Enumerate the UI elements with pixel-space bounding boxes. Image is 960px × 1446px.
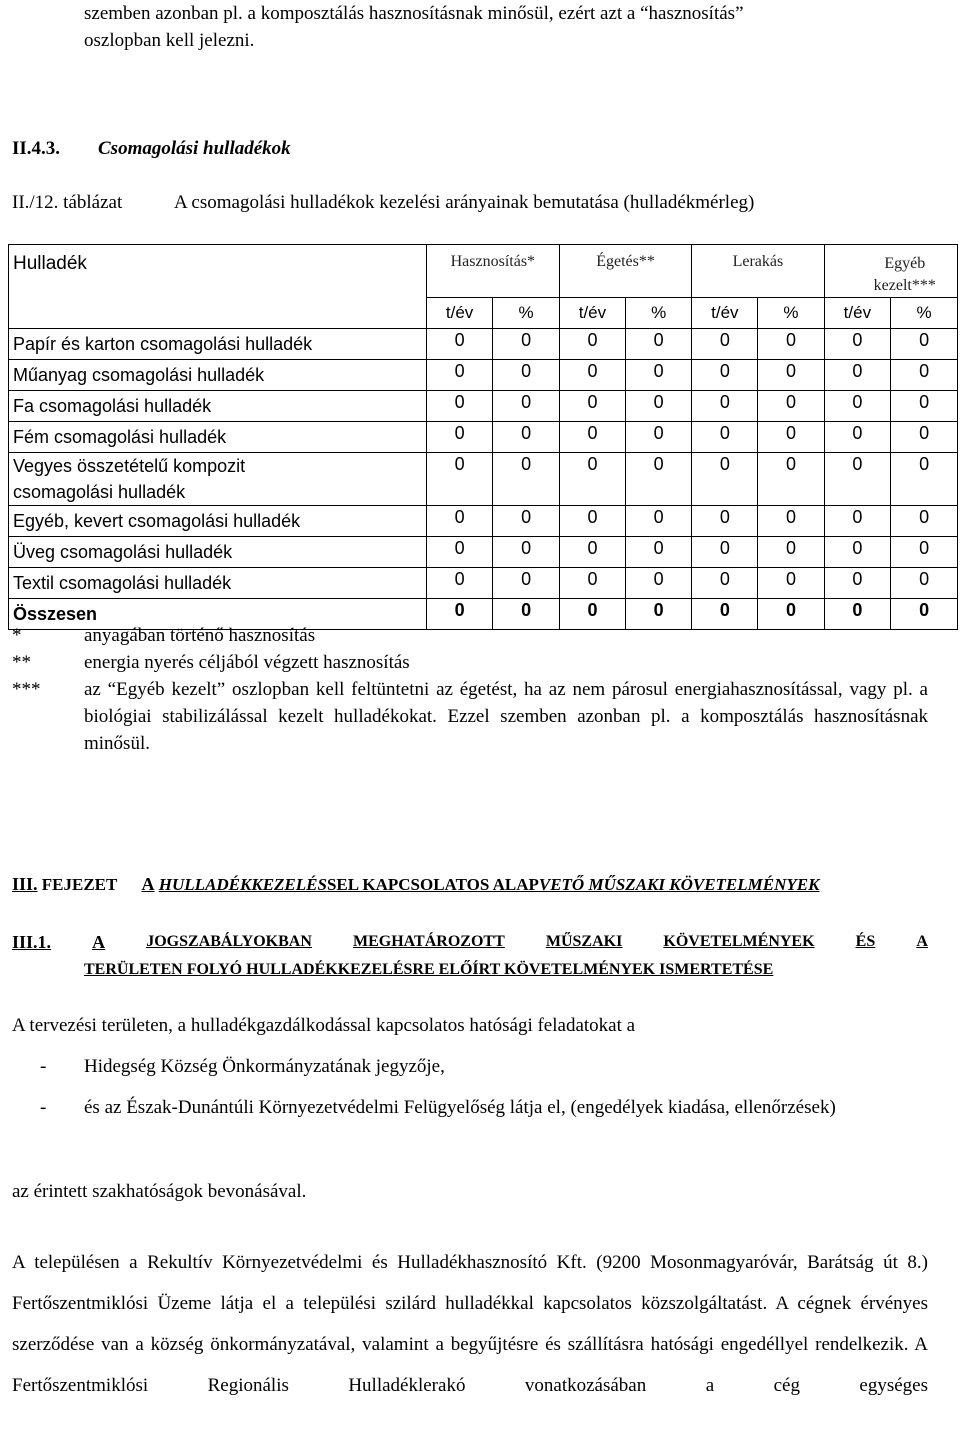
- list-item-text: és az Észak-Dunántúli Környezetvédelmi Felügyelőség látja el, (engedélyek kiadása, ellenőrzések): [84, 1097, 836, 1118]
- chapter-heading: [12, 874, 819, 895]
- intro-line-2: oszlopban kell jelezni.: [84, 30, 255, 51]
- cell-value: 0: [891, 329, 958, 360]
- subsection-word: JOGSZABÁLYOKBAN: [146, 933, 312, 950]
- total-value: 0: [559, 599, 625, 630]
- total-value: 0: [824, 599, 891, 630]
- row-label: Fa csomagolási hulladék: [9, 391, 427, 422]
- unit-cell: t/év: [559, 298, 625, 329]
- cell-value: 0: [758, 360, 824, 391]
- cell-value: 0: [493, 568, 559, 599]
- cell-value: 0: [758, 568, 824, 599]
- cell-value: 0: [824, 537, 891, 568]
- body-paragraph-2: az érintett szakhatóságok bevonásával.: [12, 1181, 307, 1202]
- cell-value: 0: [559, 506, 625, 537]
- table-row: [9, 391, 958, 422]
- subsection-word: A: [92, 932, 106, 952]
- chapter-number: III.: [12, 874, 38, 894]
- cell-value: 0: [493, 506, 559, 537]
- cell-value: 0: [824, 422, 891, 453]
- subsection-word: KÖVETELMÉNYEK: [663, 933, 815, 950]
- footnote-mark: ***: [12, 679, 41, 700]
- table-row: [9, 568, 958, 599]
- subsection-word: A: [916, 933, 928, 950]
- cell-value: 0: [626, 360, 692, 391]
- cell-value: 0: [824, 391, 891, 422]
- cell-value: 0: [559, 391, 625, 422]
- cell-value: 0: [758, 329, 824, 360]
- table-row: [9, 422, 958, 453]
- cell-value: 0: [692, 329, 758, 360]
- row-label: Műanyag csomagolási hulladék: [9, 360, 427, 391]
- cell-value: 0: [824, 453, 891, 506]
- cell-value: 0: [824, 329, 891, 360]
- subsection-number: III.1.: [12, 932, 52, 952]
- cell-value: 0: [426, 568, 493, 599]
- section-title: Csomagolási hulladékok: [98, 138, 291, 159]
- unit-cell: %: [891, 298, 958, 329]
- footnote: [12, 622, 928, 649]
- cell-value: 0: [891, 391, 958, 422]
- table-row: [9, 506, 958, 537]
- row-label: Egyéb, kevert csomagolási hulladék: [9, 506, 427, 537]
- subsection-word: MŰSZAKI: [545, 933, 623, 950]
- body-paragraph-1: A tervezési területen, a hulladékgazdálkodással kapcsolatos hatósági feladatokat a: [12, 1015, 636, 1036]
- cell-value: 0: [559, 568, 625, 599]
- cell-value: 0: [559, 537, 625, 568]
- table-row: [9, 360, 958, 391]
- table-header-row: [9, 245, 958, 298]
- chapter-label: FEJEZET: [41, 875, 118, 894]
- cell-value: 0: [426, 506, 493, 537]
- cell-value: 0: [758, 391, 824, 422]
- cell-value: 0: [758, 422, 824, 453]
- chapter-title-d: VETŐ MŰSZAKI KÖVETELMÉNYEK: [538, 875, 820, 894]
- cell-value: 0: [891, 422, 958, 453]
- intro-line-1: szemben azonban pl. a komposztálás hasznosításnak minősül, ezért azt a “hasznosítás”: [84, 3, 744, 24]
- cell-value: 0: [891, 453, 958, 506]
- subsection-word: ÉS: [855, 933, 876, 950]
- header-incineration: Égetés**: [559, 245, 691, 298]
- footnote-text: anyagában történő hasznosítás: [84, 625, 316, 646]
- table-footnotes: [12, 622, 928, 757]
- cell-value: 0: [626, 391, 692, 422]
- unit-cell: t/év: [824, 298, 891, 329]
- unit-cell: %: [626, 298, 692, 329]
- cell-value: 0: [692, 391, 758, 422]
- unit-cell: t/év: [692, 298, 758, 329]
- row-label: Üveg csomagolási hulladék: [9, 537, 427, 568]
- total-value: 0: [626, 599, 692, 630]
- chapter-title-b: HULLADÉKKEZELÉS: [158, 875, 327, 894]
- cell-value: 0: [493, 391, 559, 422]
- list-dash: -: [40, 1056, 47, 1077]
- cell-value: 0: [891, 360, 958, 391]
- subsection-heading-line-1: [12, 928, 928, 956]
- unit-cell: t/év: [426, 298, 493, 329]
- footnote-text: energia nyerés céljából végzett hasznosítás: [84, 652, 410, 673]
- cell-value: 0: [824, 568, 891, 599]
- intro-text: [84, 0, 744, 54]
- subsection-word: MEGHATÁROZOTT: [353, 933, 505, 950]
- row-label: Papír és karton csomagolási hulladék: [9, 329, 427, 360]
- subsection-heading: [12, 928, 928, 984]
- cell-value: 0: [426, 422, 493, 453]
- header-recovery: Hasznosítás*: [426, 245, 559, 298]
- unit-cell: %: [758, 298, 824, 329]
- table-row: [9, 453, 958, 506]
- total-label: Összesen: [9, 599, 427, 630]
- cell-value: 0: [626, 568, 692, 599]
- cell-value: 0: [493, 453, 559, 506]
- row-label: Fém csomagolási hulladék: [9, 422, 427, 453]
- cell-value: 0: [692, 506, 758, 537]
- waste-balance-table: [8, 244, 958, 630]
- cell-value: 0: [824, 506, 891, 537]
- footnote-mark: **: [12, 652, 31, 673]
- body-paragraph-3: A településen a Rekultív Környezetvédelmi és Hulladékhasznosító Kft. (9200 Mosonmagyaróvár, Barátság út 8.) Fertőszentmiklósi Üzeme látja el a települési szilárd hulladékkal kapcsolatos közszolgáltatást. A cégnek érvényes szerződése van a község önkormányzatával, valamint a begyűjtésre és szállításra hatósági engedéllyel rendelkezik. A Fertőszentmiklósi Regionális Hulladéklerakó vonatkozásában a cég egységes: [12, 1252, 928, 1396]
- cell-value: 0: [426, 360, 493, 391]
- total-value: 0: [758, 599, 824, 630]
- cell-value: 0: [626, 506, 692, 537]
- cell-value: 0: [824, 360, 891, 391]
- section-heading: [12, 138, 291, 160]
- authority-list: [12, 1046, 928, 1128]
- cell-value: 0: [891, 537, 958, 568]
- table-row: [9, 537, 958, 568]
- cell-value: 0: [626, 329, 692, 360]
- cell-value: 0: [559, 453, 625, 506]
- cell-value: 0: [559, 329, 625, 360]
- row-label: Textil csomagolási hulladék: [9, 568, 427, 599]
- cell-value: 0: [891, 506, 958, 537]
- cell-value: 0: [758, 453, 824, 506]
- cell-value: 0: [493, 422, 559, 453]
- subsection-heading-line-2: TERÜLETEN FOLYÓ HULLADÉKKEZELÉSRE ELŐÍRT KÖVETELMÉNYEK ISMERTETÉSE: [84, 961, 774, 978]
- cell-value: 0: [559, 422, 625, 453]
- cell-value: 0: [559, 360, 625, 391]
- cell-value: 0: [426, 453, 493, 506]
- cell-value: 0: [626, 422, 692, 453]
- cell-value: 0: [493, 329, 559, 360]
- footnote: [12, 676, 928, 757]
- row-label: Vegyes összetételű kompozit csomagolási hulladék: [9, 453, 427, 506]
- cell-value: 0: [692, 568, 758, 599]
- table-caption-text: A csomagolási hulladékok kezelési arányainak bemutatása (hulladékmérleg): [174, 192, 755, 213]
- footnote-mark: *: [12, 625, 22, 646]
- total-value: 0: [692, 599, 758, 630]
- chapter-title-a: A: [141, 874, 155, 894]
- list-item: [12, 1046, 928, 1087]
- list-item-text: Hidegség Község Önkormányzatának jegyzője,: [84, 1056, 445, 1077]
- cell-value: 0: [493, 360, 559, 391]
- unit-cell: %: [493, 298, 559, 329]
- cell-value: 0: [692, 422, 758, 453]
- cell-value: 0: [426, 391, 493, 422]
- list-item: [12, 1087, 928, 1128]
- total-value: 0: [493, 599, 559, 630]
- cell-value: 0: [626, 453, 692, 506]
- cell-value: 0: [426, 537, 493, 568]
- cell-value: 0: [758, 537, 824, 568]
- table-caption-number: II./12. táblázat: [12, 192, 123, 213]
- total-value: 0: [891, 599, 958, 630]
- footnote-text: az “Egyéb kezelt” oszlopban kell feltüntetni az égetést, ha az nem párosul energiahasznosítással, vagy pl. a biológiai stabilizálással kezelt hulladékokat. Ezzel szemben azonban pl. a komposztálás hasznosításnak minősül.: [84, 679, 928, 754]
- chapter-title-c: SEL KAPCSOLATOS ALAP: [326, 875, 539, 894]
- header-other-treated: Egyéb kezelt***: [824, 245, 957, 298]
- cell-value: 0: [692, 453, 758, 506]
- header-landfill: Lerakás: [692, 245, 824, 298]
- header-waste: Hulladék: [9, 245, 427, 329]
- section-number: II.4.3.: [12, 138, 61, 159]
- table-row: [9, 329, 958, 360]
- list-dash: -: [40, 1097, 47, 1118]
- cell-value: 0: [758, 506, 824, 537]
- cell-value: 0: [692, 360, 758, 391]
- cell-value: 0: [692, 537, 758, 568]
- cell-value: 0: [426, 329, 493, 360]
- cell-value: 0: [891, 568, 958, 599]
- footnote: [12, 649, 928, 676]
- cell-value: 0: [493, 537, 559, 568]
- cell-value: 0: [626, 537, 692, 568]
- total-value: 0: [426, 599, 493, 630]
- table-caption: [12, 192, 754, 214]
